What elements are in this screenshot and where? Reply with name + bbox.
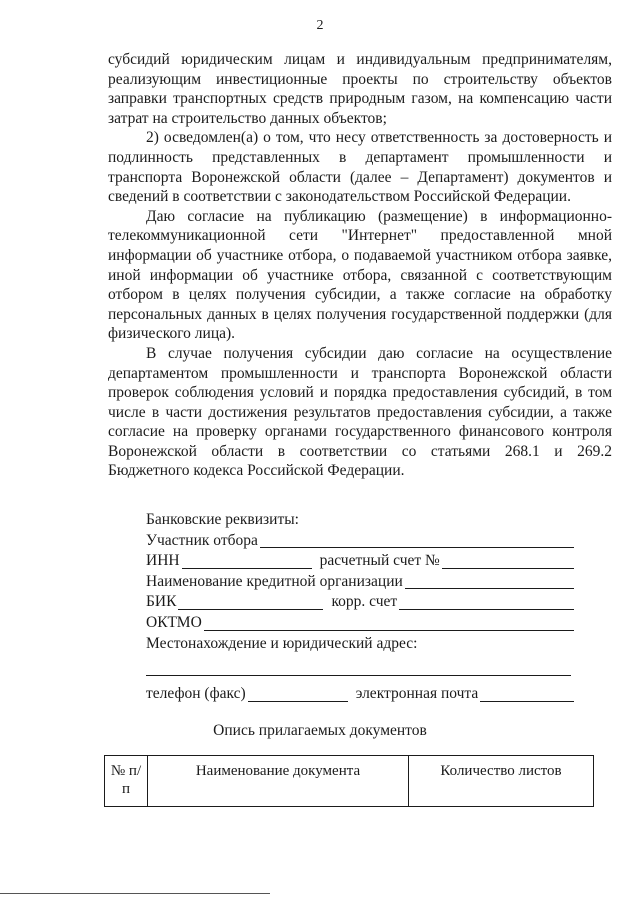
bank-name-field[interactable] <box>405 574 574 589</box>
participant-label: Участник отбора <box>146 531 258 549</box>
requisites-heading: Банковские реквизиты: <box>146 511 299 528</box>
column-number: № п/п <box>105 756 148 807</box>
account-field[interactable] <box>442 554 574 569</box>
documents-header-row <box>105 756 594 807</box>
documents-title: Опись прилагаемых документов <box>213 722 427 739</box>
participant-line <box>146 531 576 552</box>
column-sheet-count: Количество листов <box>409 756 594 807</box>
paragraph-responsibility: 2) осведомлен(а) о том, что несу ответственность за достоверность и подлинность представленных в департамент промышленности и транспорта Воронежской области (далее – Департамент) документов и сведений в соответствии с законодательством Российской Федерации. <box>108 129 612 206</box>
bank-name-label: Наименование кредитной организации <box>146 572 403 590</box>
bik-corr-line <box>146 592 576 613</box>
phone-field[interactable] <box>248 687 348 702</box>
bottom-rule <box>0 893 270 894</box>
bank-requisites-block <box>146 510 576 705</box>
inn-field[interactable] <box>182 554 312 569</box>
phone-email-line <box>146 684 576 705</box>
oktmo-field[interactable] <box>204 616 574 631</box>
body-text <box>108 50 612 481</box>
address-field[interactable] <box>146 654 571 676</box>
oktmo-line <box>146 613 576 634</box>
corr-account-label: корр. счет <box>331 593 398 611</box>
phone-label: телефон (факс) <box>146 685 246 703</box>
column-document-name: Наименование документа <box>148 756 409 807</box>
paragraph-subsidy-continuation: субсидий юридическим лицам и индивидуальным предпринимателям, реализующим инвестиционные проекты по строительству объектов заправки транспортных средств природным газом, на компенсацию части затрат на строительство данных объектов; <box>108 51 612 127</box>
inn-label: ИНН <box>146 552 180 570</box>
participant-field[interactable] <box>260 533 574 548</box>
documents-table <box>104 755 594 807</box>
bik-label: БИК <box>146 593 177 611</box>
paragraph-inspection-consent: В случае получения субсидии даю согласие на осуществление департаментом промышленности и транспорта Воронежской области проверок соблюдения условий и порядка предоставления субсидий, в том числе в части достижения результатов предоставления субсидии, а также согласие на проверку органами государственного финансового контроля Воронежской области в соответствии со статьями 268.1 и 269.2 Бюджетного кодекса Российской Федерации. <box>108 344 612 480</box>
corr-account-field[interactable] <box>399 595 574 610</box>
account-label: расчетный счет № <box>319 552 440 570</box>
email-label: электронная почта <box>355 685 479 703</box>
oktmo-label: ОКТМО <box>146 613 202 631</box>
address-label: Местонахождение и юридический адрес: <box>146 634 418 652</box>
inn-account-line <box>146 551 576 572</box>
bik-field[interactable] <box>178 595 323 610</box>
email-field[interactable] <box>480 687 574 702</box>
page-number: 2 <box>316 18 324 33</box>
paragraph-publication-consent: Даю согласие на публикацию (размещение) в информационно-телекоммуникационной сети "Интернет" предоставленной мной информации об участнике отбора, о подаваемой участником отбора заявке, иной информации об участнике отбора, связанной с соответствующим отбором в целях получения субсидии, а также согласие на обработку персональных данных в целях получения государственной поддержки (для физического лица). <box>108 207 612 343</box>
bank-name-line <box>146 572 576 593</box>
